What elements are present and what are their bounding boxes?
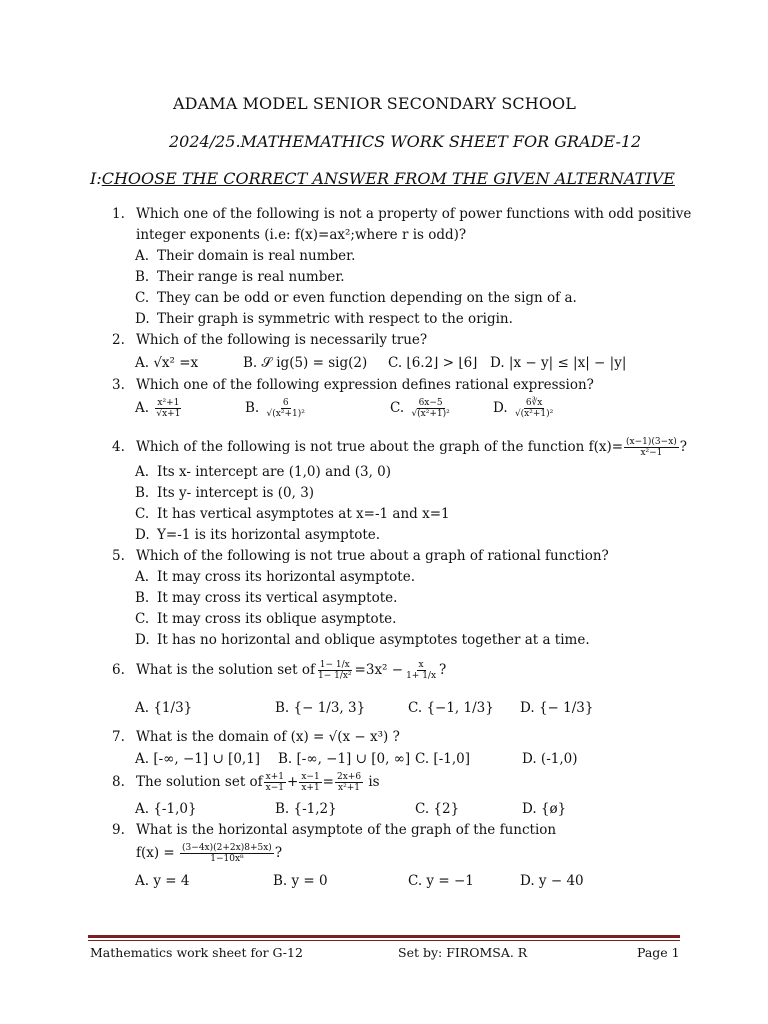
section-title: CHOOSE THE CORRECT ANSWER FROM THE GIVEN ALTERNATIVE bbox=[101, 169, 675, 188]
school-name: ADAMA MODEL SENIOR SECONDARY SCHOOL bbox=[173, 94, 576, 113]
question-4: 4. Which of the following is not true about the graph of the function f(x)= $\frac{(x-1)(3-x)}{\text{x²−1}}$ ? bbox=[112, 437, 688, 458]
section-prefix: I: bbox=[90, 169, 102, 188]
page-number: Page 1 bbox=[637, 945, 680, 960]
q2-option-d: D. |x − y| ≤ |x| − |y| bbox=[490, 355, 627, 371]
question-text: Which of the following is not true about a graph of rational function? bbox=[136, 548, 609, 564]
question-9 bbox=[112, 822, 556, 838]
question-1-continued: integer exponents (i.e: f(x)=ax²;where r is odd)? bbox=[136, 227, 467, 243]
q4-option-a: A. Its x- intercept are (1,0) and (3, 0) bbox=[135, 464, 392, 480]
question-text: The solution set of bbox=[136, 774, 263, 790]
q6-option-d: D. {− 1/3} bbox=[520, 700, 594, 716]
fraction: $\frac{x-1}{x+1}$ bbox=[301, 772, 320, 793]
q5-option-c: C. It may cross its oblique asymptote. bbox=[135, 611, 397, 627]
q1-option-c: C. They can be odd or even function depending on the sign of a. bbox=[135, 290, 577, 306]
q2-option-c: C. ⌊6.2⌋ > ⌊6⌋ bbox=[388, 355, 478, 371]
q9-option-c: C. y = −1 bbox=[408, 873, 474, 889]
question-text: Which of the following is necessarily true? bbox=[136, 332, 428, 348]
q8-option-b: B. {-1,2} bbox=[275, 801, 337, 817]
fraction: $\frac{6}{\text{√(x²+1)²}}$ bbox=[266, 398, 305, 419]
q3-option-c: C. $\frac{6x-5}{\text{√(x²+1)²}}$ bbox=[390, 398, 450, 419]
q9-option-b: B. y = 0 bbox=[273, 873, 328, 889]
q2-option-b: B. 𝒮 ig(5) = sig(2) bbox=[243, 355, 368, 371]
question-number: 3. bbox=[112, 377, 125, 393]
fraction: $\frac{6x-5}{\text{√(x²+1)²}}$ bbox=[411, 398, 450, 419]
q1-option-d: D. Their graph is symmetric with respect to the origin. bbox=[135, 311, 513, 327]
fraction: $\frac{x}{1+ 1/x}$ bbox=[406, 660, 437, 681]
q5-option-d: D. It has no horizontal and oblique asymptotes together at a time. bbox=[135, 632, 590, 648]
footer-divider-thin bbox=[88, 940, 680, 941]
question-number: 8. bbox=[112, 774, 125, 790]
question-number: 9. bbox=[112, 822, 125, 838]
question-number: 2. bbox=[112, 332, 125, 348]
q3-option-d: D. $\frac{6∛x}{\text{√(x²+1)²}}$ bbox=[493, 398, 554, 419]
q8-option-a: A. {-1,0} bbox=[135, 801, 197, 817]
q1-option-a: A. Their domain is real number. bbox=[135, 248, 356, 264]
worksheet-title: 2024/25.MATHEMATHICS WORK SHEET FOR GRADE-12 bbox=[169, 132, 642, 151]
question-number: 5. bbox=[112, 548, 125, 564]
footer-divider-thick bbox=[88, 935, 680, 938]
fraction: $\frac{1- 1/x}{\text{1− 1/x²}}$ bbox=[317, 660, 352, 681]
q7-option-d: D. (-1,0) bbox=[522, 751, 578, 767]
q7-option-c: C. [-1,0] bbox=[415, 751, 470, 767]
question-2 bbox=[112, 332, 427, 348]
q5-option-a: A. It may cross its horizontal asymptote. bbox=[135, 569, 415, 585]
q3-option-b: B. $\frac{6}{\text{√(x²+1)²}}$ bbox=[245, 398, 305, 419]
question-7 bbox=[112, 729, 400, 745]
q6-option-b: B. {− 1/3, 3} bbox=[275, 700, 366, 716]
q7-option-b: B. [-∞, −1] ∪ [0, ∞] bbox=[278, 751, 411, 767]
q9-option-a: A. y = 4 bbox=[135, 873, 190, 889]
q3-option-a: A. $\frac{\text{x²+1}}{√x+1}$ bbox=[135, 398, 181, 419]
fraction: $\frac{2x+6}{\text{x²+1}}$ bbox=[336, 772, 362, 793]
fraction: $\frac{(x-1)(3-x)}{\text{x²−1}}$ bbox=[626, 437, 677, 458]
fraction: $\frac{6∛x}{\text{√(x²+1)²}}$ bbox=[514, 398, 554, 419]
question-text: What is the horizontal asymptote of the graph of the function bbox=[136, 822, 557, 838]
section-heading bbox=[90, 169, 675, 188]
q2-option-a: A. √x² =x bbox=[135, 355, 199, 371]
q8-option-d: D. {ø} bbox=[522, 801, 567, 817]
question-text: Which of the following is not true about the graph of the function f(x)= bbox=[136, 439, 624, 455]
q6-option-c: C. {−1, 1/3} bbox=[408, 700, 494, 716]
question-9-function: f(x) = $\frac{(3-4x)(2+2x)8+5x)}{\text{1−10x⁸}}$ ? bbox=[136, 843, 283, 864]
q1-option-b: B. Their range is real number. bbox=[135, 269, 345, 285]
question-6: 6. What is the solution set of $\frac{1- 1/x}{\text{1− 1/x²}}$ =3x² − $\frac{x}{1+ 1/x}$ ? bbox=[112, 660, 447, 681]
q4-option-c: C. It has vertical asymptotes at x=-1 and x=1 bbox=[135, 506, 450, 522]
question-3 bbox=[112, 377, 594, 393]
q9-option-d: D. y − 40 bbox=[520, 873, 584, 889]
q7-option-a: A. [-∞, −1] ∪ [0,1] bbox=[135, 751, 261, 767]
question-8: 8. The solution set of $\frac{x+1}{x-1}$ + $\frac{x-1}{x+1}$ = $\frac{2x+6}{\text{x²+1}}$ is bbox=[112, 772, 380, 793]
question-number: 6. bbox=[112, 662, 125, 678]
question-text: Which one of the following expression defines rational expression? bbox=[136, 377, 594, 393]
footer-left: Mathematics work sheet for G-12 bbox=[90, 945, 303, 960]
footer-author: Set by: FIROMSA. R bbox=[398, 945, 528, 960]
question-text: What is the solution set of bbox=[136, 662, 315, 678]
question-1 bbox=[112, 206, 691, 222]
question-number: 4. bbox=[112, 439, 125, 455]
q4-option-b: B. Its y- intercept is (0, 3) bbox=[135, 485, 315, 501]
fraction: $\frac{x+1}{x-1}$ bbox=[265, 772, 285, 793]
question-5 bbox=[112, 548, 609, 564]
q5-option-b: B. It may cross its vertical asymptote. bbox=[135, 590, 398, 606]
question-number: 7. bbox=[112, 729, 125, 745]
question-text: What is the domain of (x) = √(x − x³) ? bbox=[136, 729, 400, 745]
fraction: $\frac{(3-4x)(2+2x)8+5x)}{\text{1−10x⁸}}$ bbox=[182, 843, 272, 864]
question-text: Which one of the following is not a property of power functions with odd positive bbox=[136, 206, 692, 222]
fraction: $\frac{\text{x²+1}}{√x+1}$ bbox=[156, 398, 181, 419]
q6-option-a: A. {1/3} bbox=[135, 700, 193, 716]
q8-option-c: C. {2} bbox=[415, 801, 460, 817]
q4-option-d: D. Y=-1 is its horizontal asymptote. bbox=[135, 527, 381, 543]
question-number: 1. bbox=[112, 206, 125, 222]
